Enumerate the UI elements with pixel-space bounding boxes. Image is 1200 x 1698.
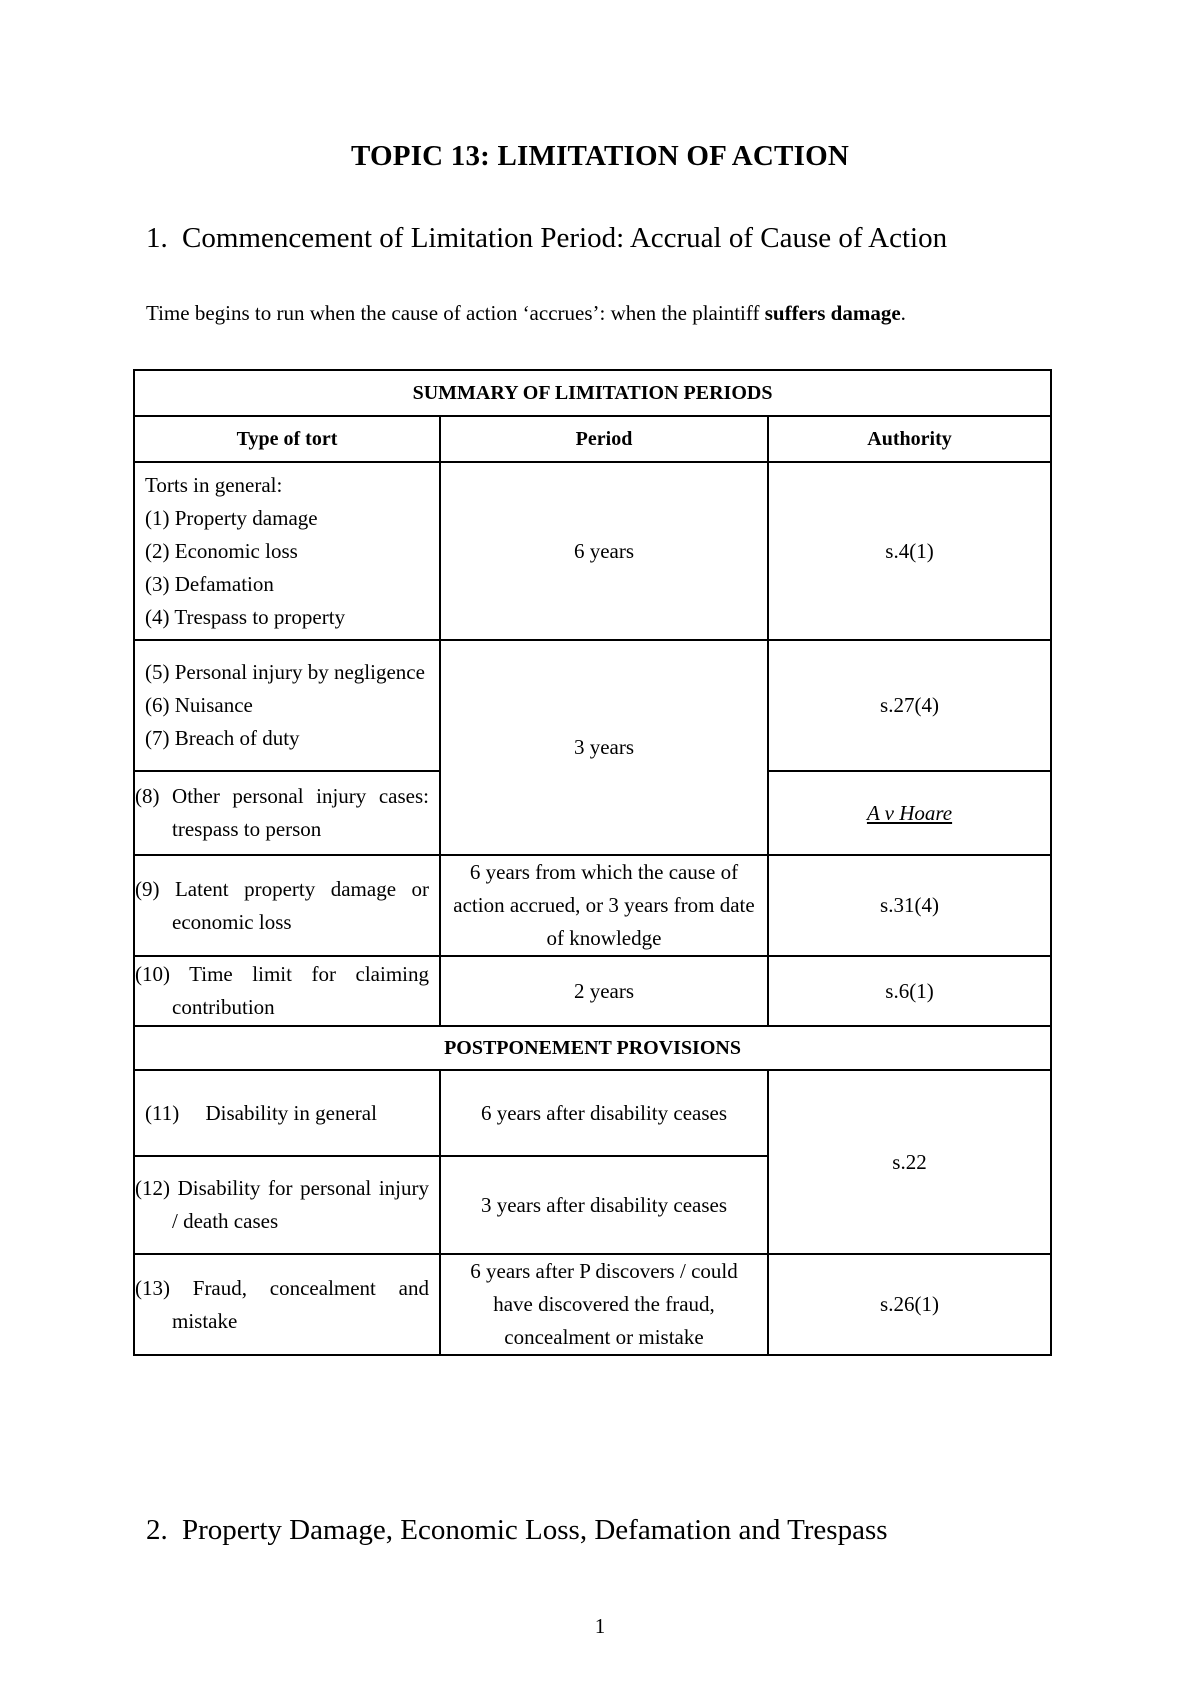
cell-type-other-personal-injury: (8) Other personal injury cases: trespass to person — [134, 771, 440, 855]
table-row — [134, 855, 1051, 956]
cell-period: 6 years after P discovers / could have discovered the fraud, concealment or mistake — [440, 1254, 768, 1355]
cell-type-fraud: (13) Fraud, concealment and mistake — [134, 1254, 440, 1355]
cell-line: (6) Nuisance — [145, 693, 253, 717]
table-row — [134, 1070, 1051, 1156]
cell-authority: s.22 — [768, 1070, 1051, 1254]
section-heading-2 — [146, 1514, 888, 1547]
cell-authority: s.6(1) — [768, 956, 1051, 1026]
cell-type-disability-general: (11) Disability in general — [134, 1070, 440, 1156]
cell-authority: s.31(4) — [768, 855, 1051, 956]
table-row — [134, 462, 1051, 640]
cell-authority: s.4(1) — [768, 462, 1051, 640]
cell-type-contribution: (10) Time limit for claiming contribution — [134, 956, 440, 1026]
section-number-1: 1. — [146, 222, 168, 254]
postponement-caption: POSTPONEMENT PROVISIONS — [134, 1026, 1051, 1070]
limitation-summary-table — [133, 369, 1052, 1356]
table-row — [134, 1254, 1051, 1355]
cell-line: (5) Personal injury by negligence — [145, 660, 425, 684]
cell-authority: s.27(4) — [768, 640, 1051, 771]
cell-period-3-years: 3 years — [440, 640, 768, 855]
table-row — [134, 956, 1051, 1026]
cell-authority: s.26(1) — [768, 1254, 1051, 1355]
intro-end: . — [900, 301, 906, 325]
cell-line: (4) Trespass to property — [145, 604, 346, 629]
section-heading-1 — [146, 222, 947, 255]
case-citation: A v Hoare — [866, 800, 953, 825]
cell-line: (3) Defamation — [145, 571, 274, 596]
intro-text: Time begins to run when the cause of action ‘accrues’: when the plaintiff — [146, 301, 765, 325]
cell-type-torts-general — [134, 462, 440, 640]
cell-period: 6 years — [440, 462, 768, 640]
table-caption: SUMMARY OF LIMITATION PERIODS — [134, 370, 1051, 416]
cell-authority-case — [768, 771, 1051, 855]
cell-type-disability-personal-injury: (12) Disability for personal injury / death cases — [134, 1156, 440, 1254]
table-row — [134, 640, 1051, 771]
cell-line: (1) Property damage — [145, 505, 318, 530]
intro-paragraph — [146, 301, 906, 326]
cell-period: 2 years — [440, 956, 768, 1026]
cell-period: 6 years after disability ceases — [440, 1070, 768, 1156]
section-number-2: 2. — [146, 1514, 168, 1546]
column-header-authority: Authority — [768, 416, 1051, 462]
section-heading-2-text: Property Damage, Economic Loss, Defamation and Trespass — [182, 1514, 888, 1546]
cell-line: (7) Breach of duty — [145, 726, 300, 750]
cell-period: 3 years after disability ceases — [440, 1156, 768, 1254]
cell-type-latent-damage: (9) Latent property damage or economic loss — [134, 855, 440, 956]
cell-period: 6 years from which the cause of action accrued, or 3 years from date of knowledge — [440, 855, 768, 956]
page-title: TOPIC 13: LIMITATION OF ACTION — [351, 140, 849, 172]
cell-line: Torts in general: — [145, 472, 283, 497]
cell-line: (2) Economic loss — [145, 538, 298, 563]
section-heading-1-text: Commencement of Limitation Period: Accrual of Cause of Action — [182, 222, 948, 254]
intro-bold-text: suffers damage — [764, 301, 901, 325]
cell-type-personal-injury — [134, 640, 440, 771]
column-header-type: Type of tort — [134, 416, 440, 462]
page-number: 1 — [594, 1614, 606, 1638]
column-header-period: Period — [440, 416, 768, 462]
